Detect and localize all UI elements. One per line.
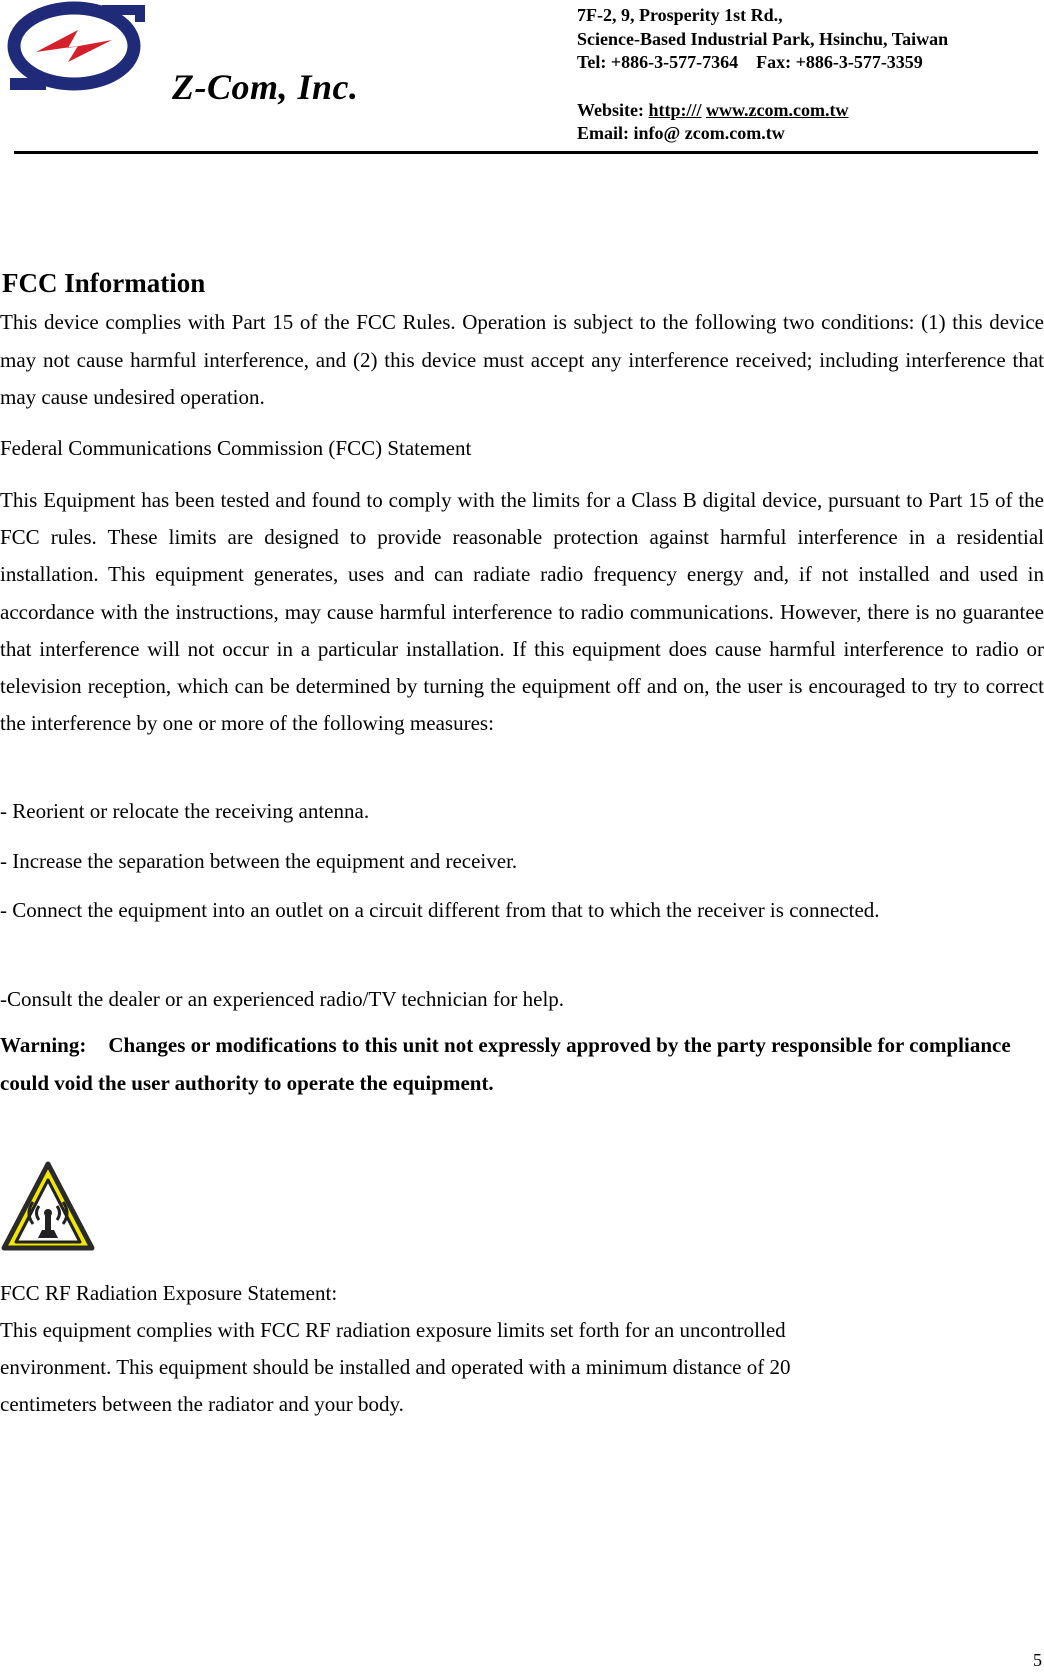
rf-statement-line-1: This equipment complies with FCC RF radiation exposure limits set forth for an uncontrolled	[0, 1318, 786, 1342]
company-name: Z-Com, Inc.	[172, 67, 359, 107]
measure-item-3: - Connect the equipment into an outlet on a circuit different from that to which the receiver is connected.	[0, 898, 880, 922]
page-number: 5	[1033, 1650, 1042, 1670]
warning-notice	[0, 1026, 1044, 1102]
warning-text: Changes or modifications to this unit not expressly approved by the party responsible for compliance could void the user authority to operate the equipment.	[0, 1033, 1011, 1095]
address-line-2: Science-Based Industrial Park, Hsinchu, Taiwan	[577, 28, 949, 49]
statement-title: Federal Communications Commission (FCC) Statement	[0, 436, 472, 460]
address-line-1: 7F-2, 9, Prosperity 1st Rd.,	[577, 5, 783, 25]
website-label: Website:	[577, 99, 649, 120]
website-line	[577, 99, 948, 123]
email-line: Email: info@ zcom.com.tw	[577, 123, 785, 143]
intro-paragraph: This device complies with Part 15 of the FCC Rules. Operation is subject to the following two conditions: (1) this device may not cause harmful interference, and (2) this device must accept any interference received; including interference that may cause undesired operation.	[0, 310, 1044, 409]
rf-statement-line-2: environment. This equipment should be installed and operated with a minimum distance of 20	[0, 1355, 791, 1379]
tel-number: Tel: +886-3-577-7364	[577, 52, 739, 72]
z-com-logo-icon	[6, 0, 146, 98]
section-heading: FCC Information	[2, 268, 206, 298]
measure-item-1: - Reorient or relocate the receiving antenna.	[0, 799, 370, 823]
header-divider	[14, 151, 1038, 154]
rf-statement-title: FCC RF Radiation Exposure Statement:	[0, 1281, 338, 1305]
phone-fax-line	[577, 51, 948, 75]
measure-item-4: -Consult the dealer or an experienced radio/TV technician for help.	[0, 987, 565, 1011]
contact-block	[577, 4, 948, 146]
rf-statement-line-3: centimeters between the radiator and your body.	[0, 1392, 404, 1416]
fax-number: Fax: +886-3-577-3359	[756, 52, 923, 72]
website-prefix-link[interactable]: http:///	[648, 99, 702, 120]
website-link[interactable]: www.zcom.com.tw	[706, 99, 849, 120]
rf-radiation-warning-icon	[0, 1160, 96, 1254]
statement-paragraph: This Equipment has been tested and found to comply with the limits for a Class B digital device, pursuant to Part 15 of the FCC rules. These limits are designed to provide reasonable protection against harmful interference in a residential installation. This equipment generates, uses and can radiate radio frequency energy and, if not installed and used in accordance with the instructions, may cause harmful interference to radio communications. However, there is no guarantee that interference will not occur in a particular installation. If this equipment does cause harmful interference to radio or television reception, which can be determined by turning the equipment off and on, the user is encouraged to try to correct the interference by one or more of the following measures:	[0, 488, 1044, 736]
measure-item-2: - Increase the separation between the equipment and receiver.	[0, 849, 518, 873]
warning-label: Warning:	[0, 1033, 87, 1057]
